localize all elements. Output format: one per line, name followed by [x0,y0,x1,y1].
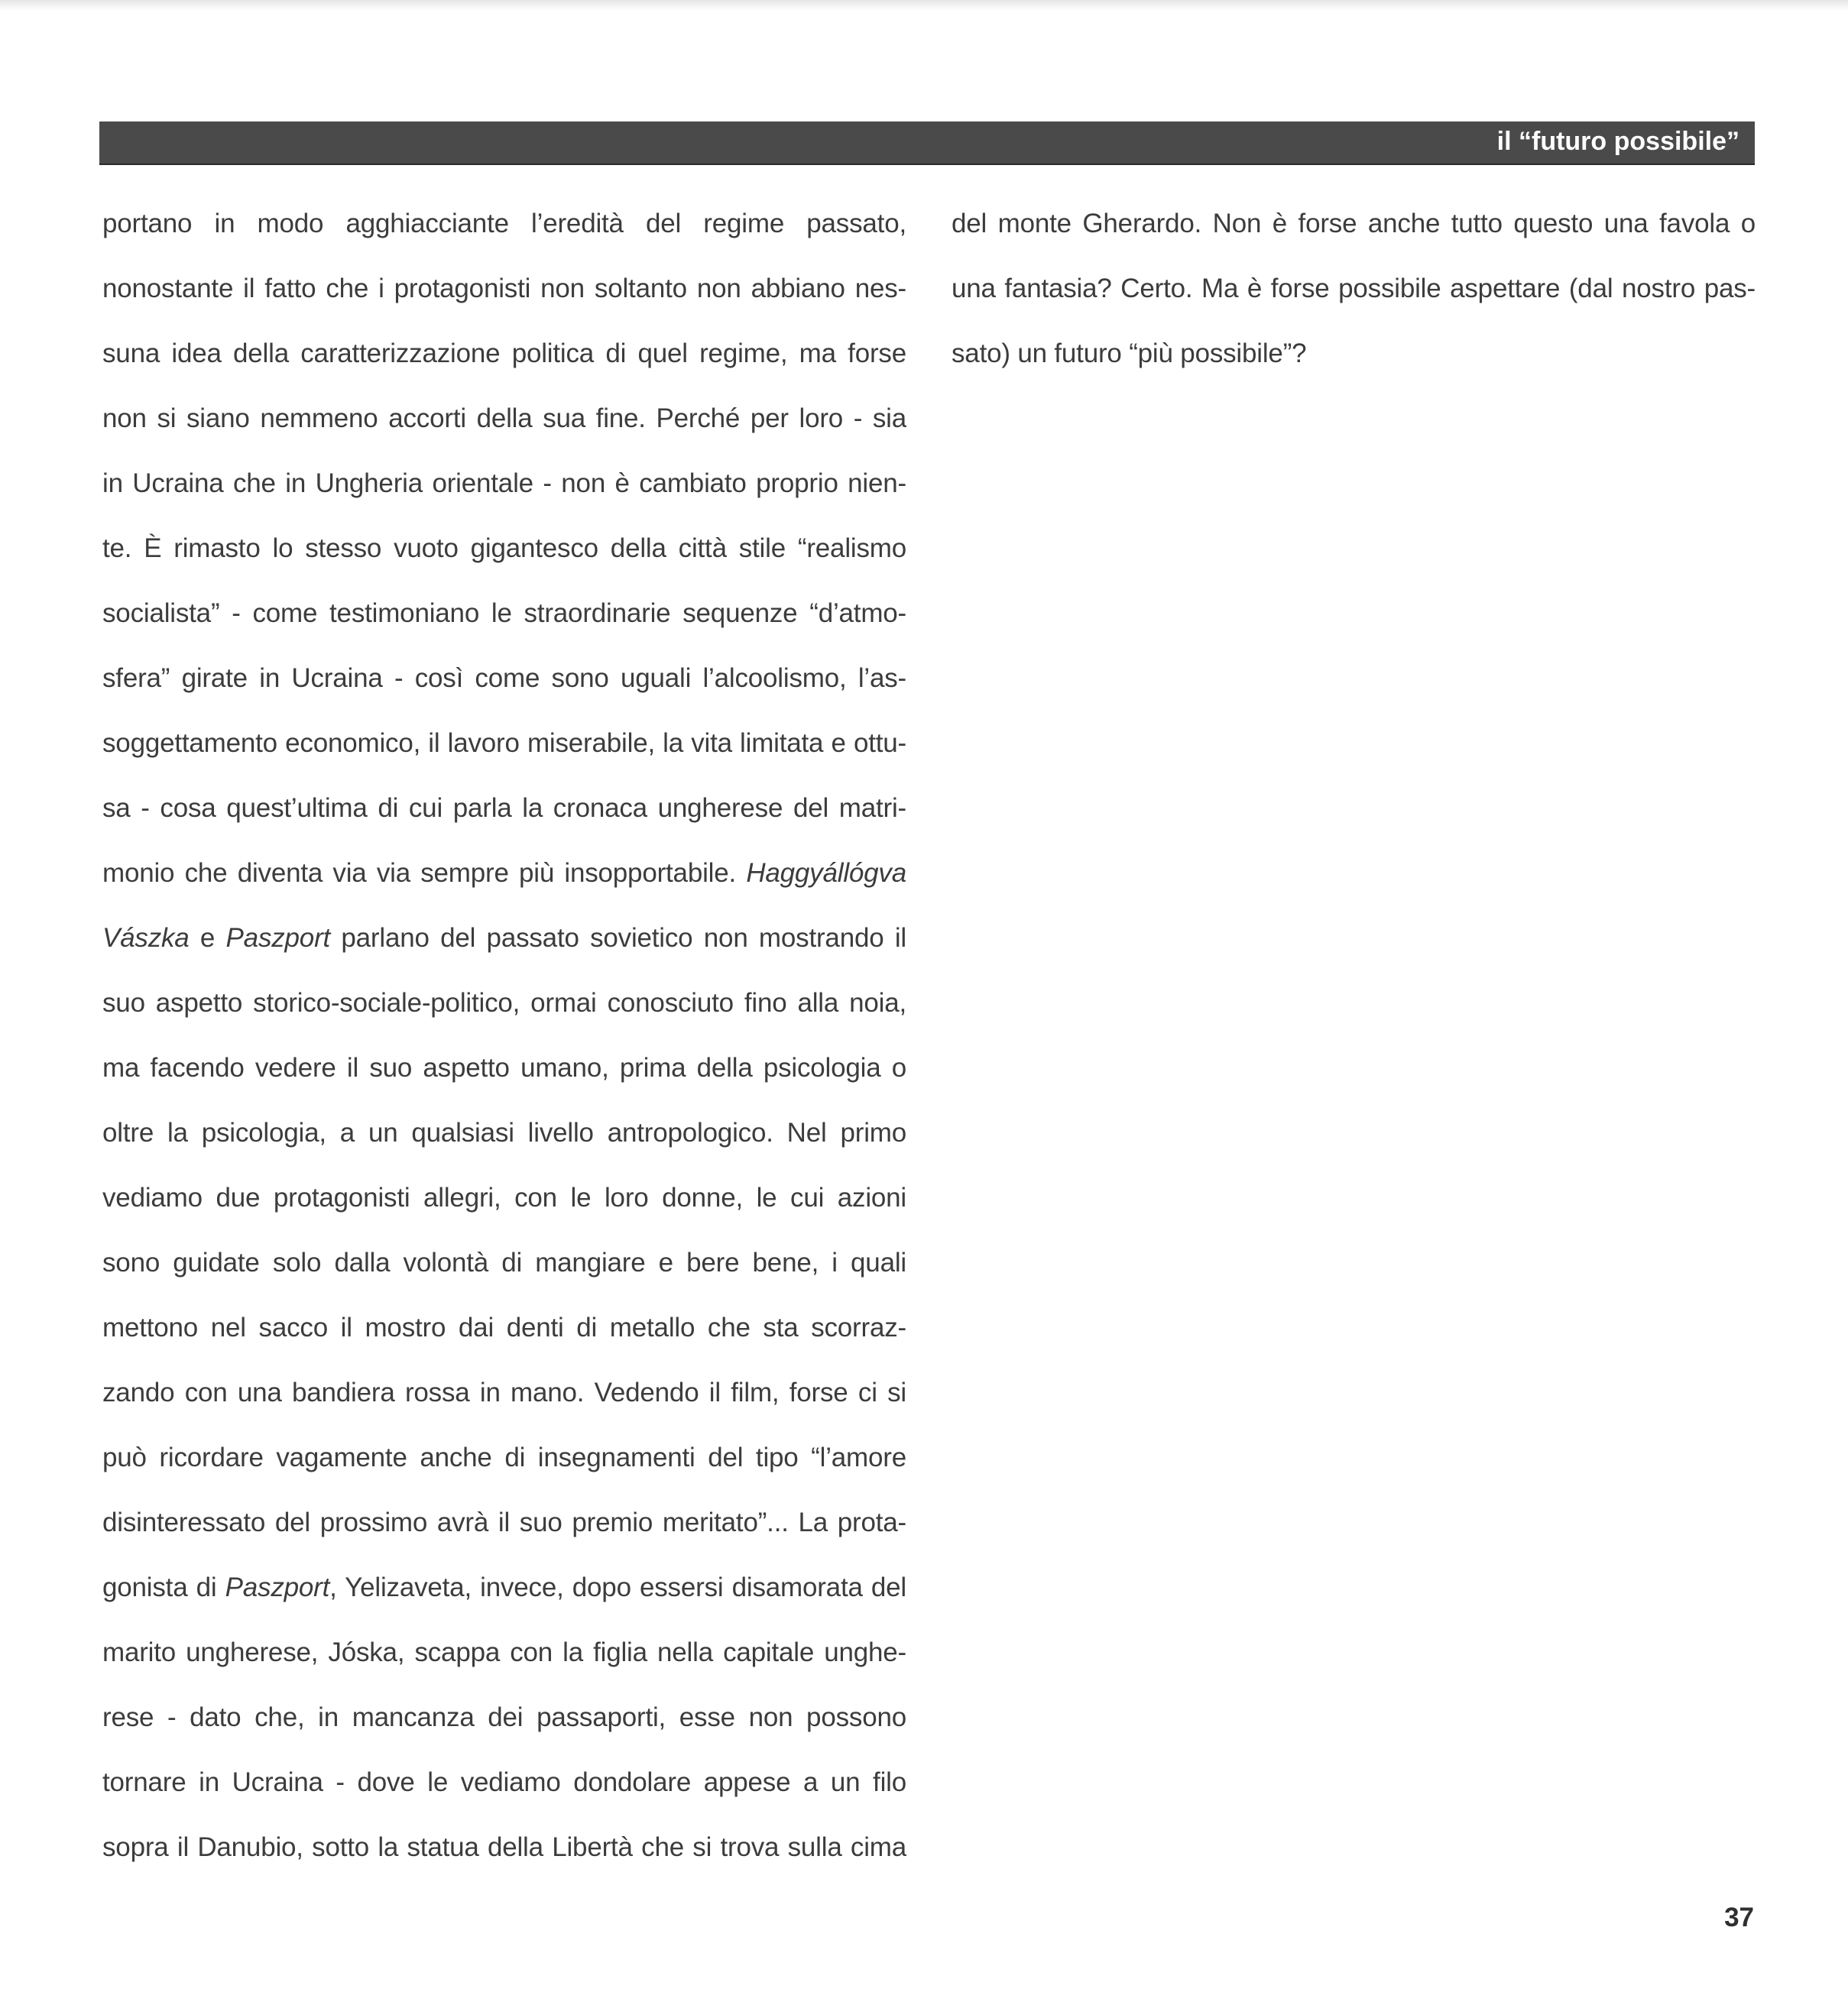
text-segment: tornare in Ucraina - dove le vediamo dondolare appese a un filo [102,1767,906,1797]
text-segment: marito ungherese, Jóska, scappa con la figlia nella capitale unghe- [102,1637,906,1667]
text-segment: vediamo due protagonisti allegri, con le loro donne, le cui azioni [102,1183,906,1213]
text-line [102,1240,906,1305]
text-line [102,1435,906,1500]
text-line [102,1760,906,1825]
text-line [102,396,906,461]
italic-title: Paszport [225,1573,330,1602]
text-line [102,980,906,1045]
text-segment: monio che diventa via via sempre più insopportabile. [102,858,747,888]
text-line [102,1370,906,1435]
text-segment: suna idea della caratterizzazione politica di quel regime, ma forse [102,338,906,368]
text-segment: socialista” - come testimoniano le straordinarie sequenze “d’atmo- [102,598,906,628]
text-line [102,526,906,591]
text-segment: non si siano nemmeno accorti della sua fine. Perché per loro - sia [102,403,906,433]
page-number: 37 [1724,1903,1754,1932]
text-line [102,1110,906,1175]
running-header-bar [99,121,1755,165]
italic-title: Haggyállógva [746,858,906,888]
text-line [102,850,906,915]
text-line [102,785,906,850]
text-segment: parlano del passato sovietico non mostrando il [330,923,906,953]
text-segment: zando con una bandiera rossa in mano. Vedendo il film, forse ci si [102,1378,906,1407]
text-segment: mettono nel sacco il mostro dai denti di metallo che sta scorraz- [102,1313,906,1343]
text-line [102,656,906,721]
text-line [102,266,906,331]
text-segment: rese - dato che, in mancanza dei passaporti, esse non possono [102,1702,906,1732]
text-segment: sopra il Danubio, sotto la statua della Libertà che si trova sulla cima [102,1832,906,1862]
left-text-column [102,201,906,1890]
text-line [102,201,906,266]
text-line [102,1045,906,1110]
text-segment: sa - cosa quest’ultima di cui parla la cronaca ungherese del matri- [102,793,906,823]
right-text-column [952,201,1756,396]
text-segment: oltre la psicologia, a un qualsiasi livello antropologico. Nel primo [102,1118,906,1148]
text-line [952,266,1756,331]
scan-edge [0,0,1848,11]
text-line [102,1175,906,1240]
text-line [102,721,906,785]
italic-title: Paszport [225,923,331,953]
text-line [102,1500,906,1565]
text-segment: può ricordare vagamente anche di insegnamenti del tipo “l’amore [102,1443,906,1472]
text-segment: nonostante il fatto che i protagonisti non soltanto non abbiano nes- [102,274,906,303]
text-line [952,201,1756,266]
text-segment: sato) un futuro “più possibile”? [952,338,1307,368]
text-line [102,461,906,526]
text-segment: gonista di [102,1573,225,1602]
text-line [102,915,906,980]
text-segment: te. È rimasto lo stesso vuoto gigantesco della città stile “realismo [102,533,906,563]
running-header-title: il “futuro possibile” [1496,127,1739,156]
text-segment: disinteressato del prossimo avrà il suo premio meritato”... La prota- [102,1508,906,1537]
text-segment: suo aspetto storico-sociale-politico, ormai conosciuto fino alla noia, [102,988,906,1018]
text-segment: in Ucraina che in Ungheria orientale - non è cambiato proprio nien- [102,468,906,498]
text-line [102,1695,906,1760]
text-segment: una fantasia? Certo. Ma è forse possibile aspettare (dal nostro pas- [952,274,1756,303]
text-segment: portano in modo agghiacciante l’eredità del regime passato, [102,209,906,238]
text-segment: soggettamento economico, il lavoro miserabile, la vita limitata e ottu- [102,728,906,758]
text-segment: sfera” girate in Ucraina - così come sono uguali l’alcoolismo, l’as- [102,663,906,693]
text-line [102,331,906,396]
text-line [102,591,906,656]
text-segment: del monte Gherardo. Non è forse anche tutto questo una favola o [952,209,1756,238]
text-line [102,1630,906,1695]
text-segment: , Yelizaveta, invece, dopo essersi disamorata del [329,1573,906,1602]
text-line [102,1825,906,1890]
italic-title: Vászka [102,923,190,953]
text-segment: e [189,923,226,953]
text-segment: sono guidate solo dalla volontà di mangiare e bere bene, i quali [102,1248,906,1278]
text-segment: ma facendo vedere il suo aspetto umano, prima della psicologia o [102,1053,906,1083]
text-line [102,1305,906,1370]
text-line [102,1565,906,1630]
text-line [952,331,1756,396]
